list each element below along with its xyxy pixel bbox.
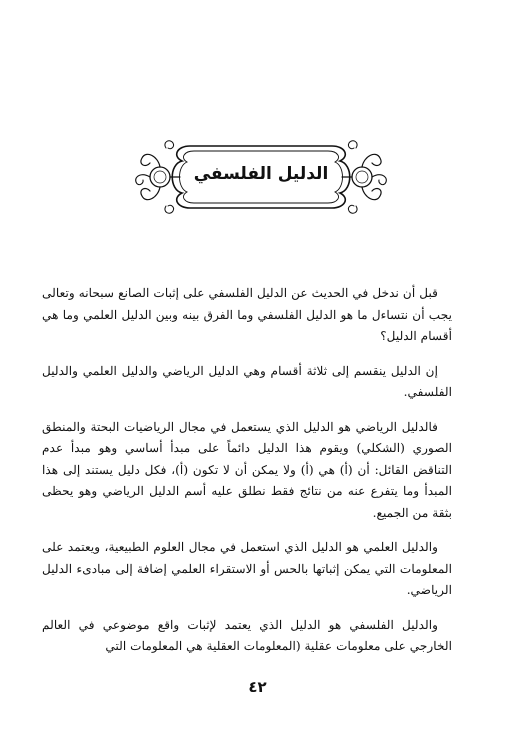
page-title: الدليل الفلسفي — [193, 164, 329, 184]
paragraph: والدليل العلمي هو الدليل الذي استعمل في مجال العلوم الطبيعية، ويعتمد على المعلومات التي يمكن إثباتها بالحس أو الاستقراء العلمي إضافة إلى مبادىء الدليل الرياضي. — [42, 540, 452, 597]
paragraph: قبل أن ندخل في الحديث عن الدليل الفلسفي على إثبات الصانع سبحانه وتعالى يجب أن نتساءل ما هو الدليل الفلسفي وما الفرق بينه وبين الدليل العلمي وما هي أقسام الدليل؟ — [42, 286, 452, 343]
page-number: ٤٢ — [248, 678, 267, 696]
paragraph: والدليل الفلسفي هو الدليل الذي يعتمد لإثبات واقع موضوعي في العالم الخارجي على معلومات عقلية (المعلومات العقلية هي المعلومات التي — [42, 617, 452, 653]
paragraph: فالدليل الرياضي هو الدليل الذي يستعمل في مجال الرياضيات البحتة والمنطق الصوري (الشكلي) ويقوم هذا الدليل دائماً على مبدأ أساسي وهو مبدأ عدم التناقض القائل: أن (أ) هي (أ) ولا يمكن أن لا تكون (أ)، فكل دليل يستند إلى هذا المبدأ وما يتفرع عنه من نتائج فقط نطلق عليه أسم الدليل الرياضي وهو يحظى بثقة من الجميع. — [42, 419, 452, 520]
body-text — [42, 283, 452, 671]
paragraph: إن الدليل ينقسم إلى ثلاثة أقسام وهي الدليل الرياضي والدليل العلمي والدليل الفلسفي. — [42, 363, 452, 399]
